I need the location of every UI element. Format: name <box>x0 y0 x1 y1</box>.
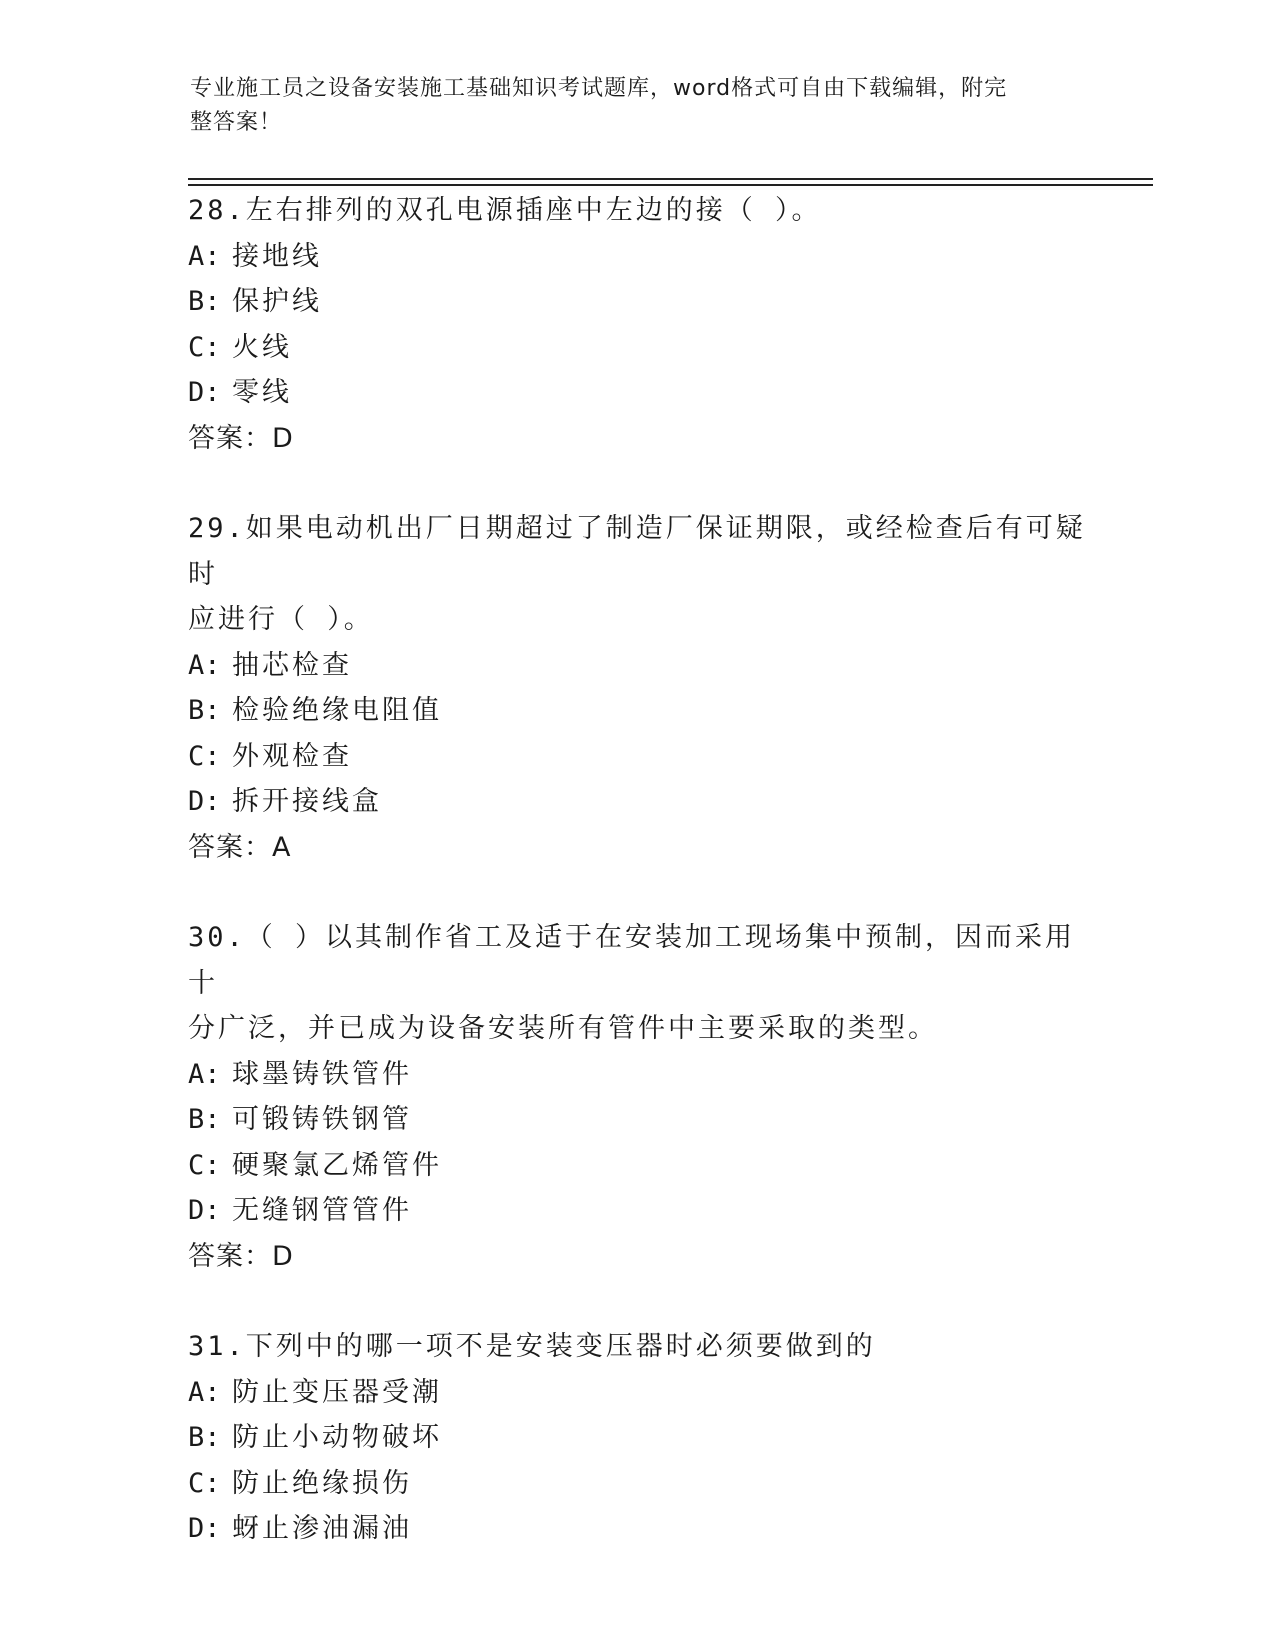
option-c <box>188 325 1088 371</box>
option-text: 球墨铸铁管件 <box>232 1058 412 1090</box>
header-rule-bottom <box>188 184 1153 186</box>
question-stem-line-2: 分广泛，并已成为设备安装所有管件中主要采取的类型。 <box>188 1013 938 1044</box>
option-key: C: <box>188 1467 221 1499</box>
option-key: A: <box>188 1058 221 1090</box>
option-text: 火线 <box>232 331 292 363</box>
option-key: B: <box>188 1104 221 1135</box>
answer-line: 答案：A <box>188 831 292 863</box>
option-key: C: <box>188 1149 221 1181</box>
spacer <box>188 461 1088 506</box>
option-d <box>188 779 1088 825</box>
spacer <box>188 1279 1088 1324</box>
question-stem: 28.左右排列的双孔电源插座中左边的接（ ）。 <box>188 195 822 226</box>
option-text: 保护线 <box>232 286 322 317</box>
option-d <box>188 1188 1088 1234</box>
question-28 <box>188 188 1088 461</box>
option-a <box>188 234 1088 280</box>
option-b <box>188 279 1088 325</box>
option-text: 蚜止渗油漏油 <box>232 1513 412 1544</box>
option-text: 硬聚氯乙烯管件 <box>232 1149 442 1181</box>
option-key: B: <box>188 286 221 317</box>
option-text: 检验绝缘电阻值 <box>232 695 442 726</box>
option-key: D: <box>188 377 221 408</box>
option-text: 可锻铸铁钢管 <box>232 1104 412 1135</box>
answer-line: 答案：D <box>188 1240 294 1272</box>
option-text: 防止绝缘损伤 <box>232 1467 412 1499</box>
option-text: 无缝钢管管件 <box>232 1195 412 1226</box>
question-stem: 31.下列中的哪一项不是安装变压器时必须要做到的 <box>188 1331 876 1362</box>
option-key: D: <box>188 1195 221 1226</box>
option-text: 防止变压器受潮 <box>232 1376 442 1408</box>
document-header <box>190 72 1090 140</box>
header-line-1: 专业施工员之设备安装施工基础知识考试题库，word格式可自由下载编辑，附完 <box>190 76 1008 101</box>
option-b <box>188 1097 1088 1143</box>
header-rule-top <box>188 178 1153 180</box>
option-text: 零线 <box>232 377 292 408</box>
header-line-2: 整答案！ <box>190 110 283 135</box>
option-text: 拆开接线盒 <box>232 786 382 817</box>
option-key: B: <box>188 1422 221 1453</box>
question-29 <box>188 506 1088 870</box>
option-b <box>188 1415 1088 1461</box>
option-text: 抽芯检查 <box>232 649 352 681</box>
question-31 <box>188 1324 1088 1552</box>
option-c <box>188 734 1088 780</box>
option-d <box>188 1506 1088 1552</box>
option-text: 接地线 <box>232 240 322 272</box>
question-stem-line-1: 29.如果电动机出厂日期超过了制造厂保证期限，或经检查后有可疑时 <box>188 513 1086 590</box>
question-stem-line-1: 30.（ ）以其制作省工及适于在安装加工现场集中预制，因而采用十 <box>188 922 1076 999</box>
option-key: C: <box>188 331 221 363</box>
option-key: A: <box>188 1376 221 1408</box>
option-key: B: <box>188 695 221 726</box>
option-text: 防止小动物破坏 <box>232 1422 442 1453</box>
spacer <box>188 870 1088 915</box>
option-c <box>188 1461 1088 1507</box>
option-key: A: <box>188 649 221 681</box>
option-a <box>188 1370 1088 1416</box>
option-c <box>188 1143 1088 1189</box>
answer-line: 答案：D <box>188 422 294 454</box>
question-30 <box>188 915 1088 1279</box>
question-stem-line-2: 应进行（ ）。 <box>188 604 374 635</box>
option-b <box>188 688 1088 734</box>
option-key: D: <box>188 1513 221 1544</box>
option-text: 外观检查 <box>232 740 352 772</box>
option-key: D: <box>188 786 221 817</box>
option-d <box>188 370 1088 416</box>
option-key: C: <box>188 740 221 772</box>
question-list <box>188 188 1088 1552</box>
option-key: A: <box>188 240 221 272</box>
option-a <box>188 643 1088 689</box>
option-a <box>188 1052 1088 1098</box>
